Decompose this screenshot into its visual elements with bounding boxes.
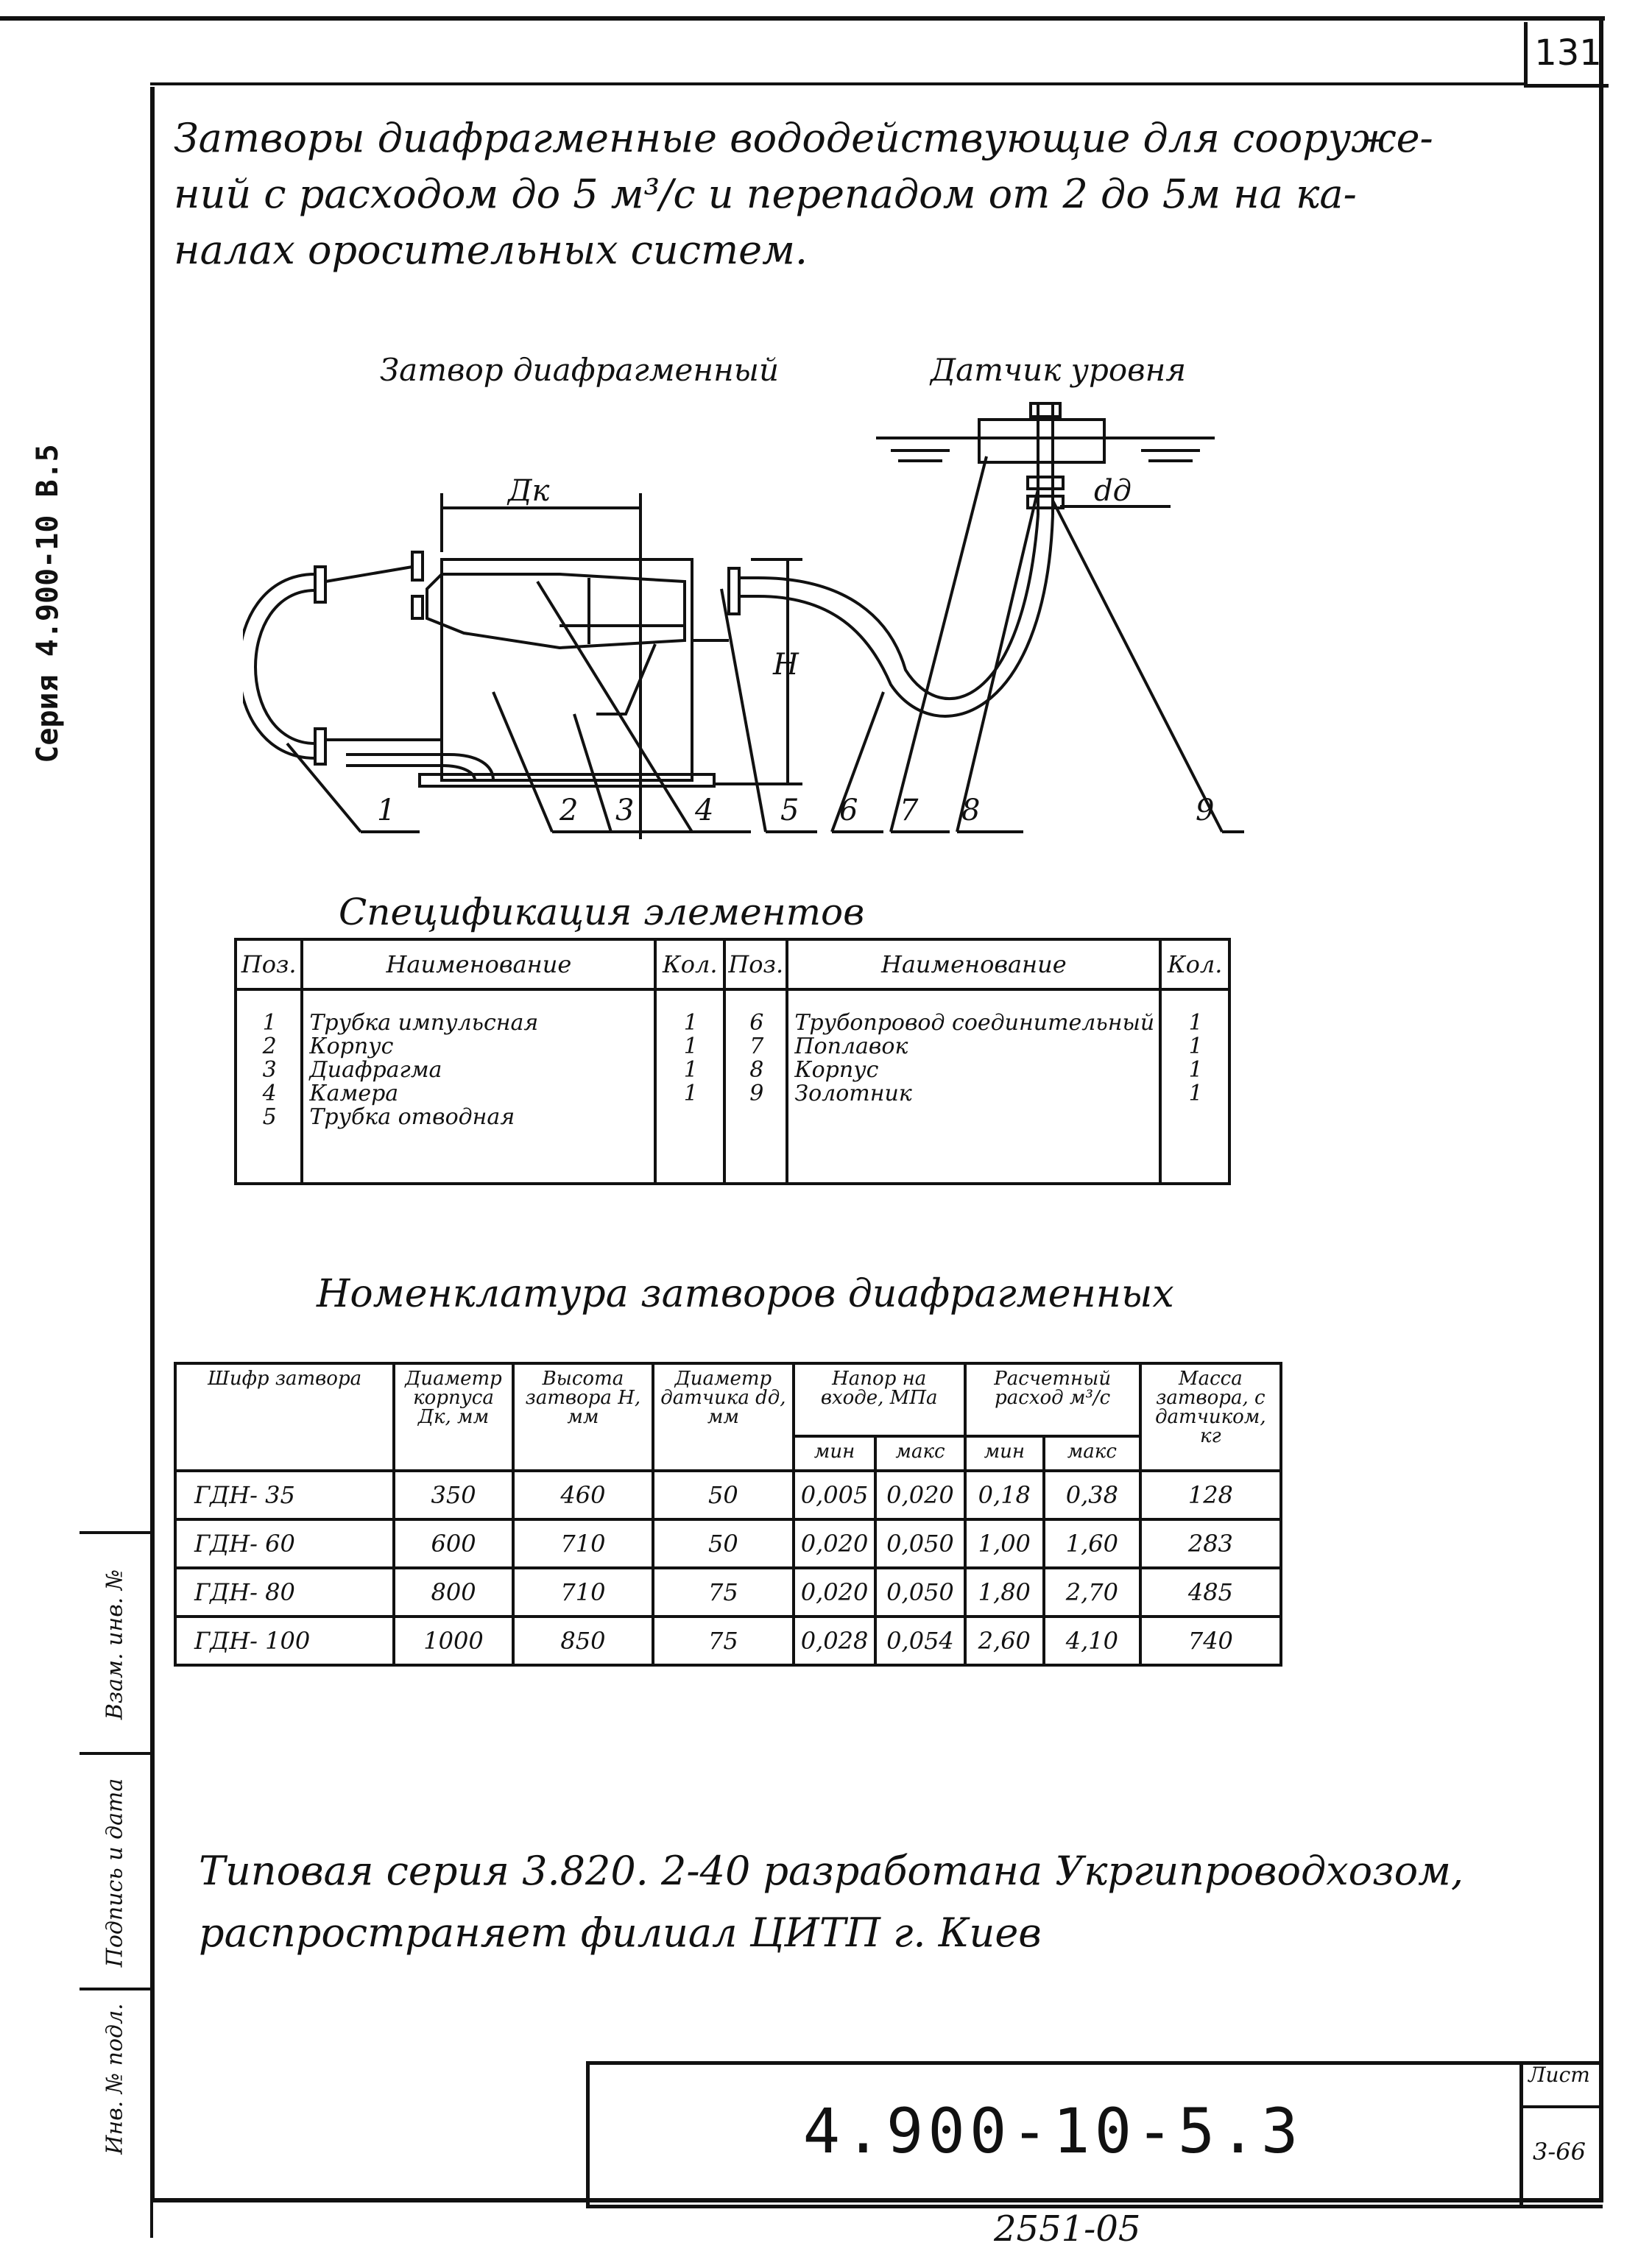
spec-right-names: Трубопровод соединительный Поплавок Корпус Золотник xyxy=(787,989,1160,1184)
nomenclature-table xyxy=(174,1362,1282,1667)
heading-line: Затворы диафрагменные вододействующие для сооруже- xyxy=(174,115,1433,161)
note-line: Типовая серия 3.820. 2-40 разработана Укргипроводхозом, xyxy=(199,1848,1464,1894)
spec-body-row xyxy=(236,989,1229,1184)
frame-top xyxy=(0,16,1605,21)
spec-header-name-2: Наименование xyxy=(787,939,1160,989)
nom-header-head: Напор на входе, МПа xyxy=(794,1363,965,1436)
series-label: Серия 4.900-10 В.5 xyxy=(31,444,65,763)
publication-note xyxy=(199,1840,1598,1964)
side-stamp-inv-no: Инв. № подл. xyxy=(80,1988,150,2167)
caption-gate: Затвор диафрагменный xyxy=(380,352,780,388)
callout-7: 7 xyxy=(900,794,919,827)
spec-left-pos: 1 2 3 4 5 xyxy=(236,989,302,1184)
spec-header-pos-2: Поз. xyxy=(724,939,787,989)
table-row: ГДН- 35 350 460 50 0,005 0,020 0,18 0,38 128 xyxy=(175,1471,1281,1519)
spec-header-qty-2: Кол. xyxy=(1160,939,1229,989)
table-row: ГДН- 80 800 710 75 0,020 0,050 1,80 2,70 485 xyxy=(175,1568,1281,1617)
callout-3: 3 xyxy=(615,794,635,827)
page-heading xyxy=(174,110,1595,278)
dim-h-label: Н xyxy=(773,648,799,682)
sheet-value: 3-66 xyxy=(1519,2105,1599,2166)
spec-header-row xyxy=(236,939,1229,989)
nom-header-flow: Расчетный расход м³/с xyxy=(965,1363,1140,1436)
spec-left-qty: 1 1 1 1 xyxy=(655,989,724,1184)
archive-number: 2551-05 xyxy=(994,2208,1141,2250)
heading-line: налах оросительных систем. xyxy=(174,227,808,273)
nom-header-head-max: макс xyxy=(875,1436,964,1471)
callout-4: 4 xyxy=(695,794,714,827)
nomenclature-title: Номенклатура затворов диафрагменных xyxy=(317,1272,1174,1316)
caption-sensor: Датчик уровня xyxy=(931,352,1187,388)
dim-dd-label: dд xyxy=(1094,474,1132,508)
sheet-number: 131 xyxy=(1524,22,1609,88)
nom-header-row xyxy=(175,1363,1281,1436)
side-stamp-replace: Взам. инв. № xyxy=(80,1531,150,1755)
spec-header-qty: Кол. xyxy=(655,939,724,989)
callout-9: 9 xyxy=(1196,794,1215,827)
spec-table xyxy=(234,938,1231,1185)
note-line: распространяет филиал ЦИТП г. Киев xyxy=(199,1910,1042,1956)
spec-right-qty: 1 1 1 1 xyxy=(1160,989,1229,1184)
frame-right xyxy=(1599,16,1603,2201)
nom-header-flow-max: макс xyxy=(1044,1436,1140,1471)
nom-header-head-min: мин xyxy=(794,1436,876,1471)
table-row: ГДН- 60 600 710 50 0,020 0,050 1,00 1,60 283 xyxy=(175,1519,1281,1568)
side-stamp-signature: Подпись и дата xyxy=(80,1752,150,1990)
spec-header-name: Наименование xyxy=(302,939,655,989)
side-stamp xyxy=(80,1531,153,2238)
nom-header-flow-min: мин xyxy=(965,1436,1044,1471)
nom-header-sensor-diameter: Диаметр датчика dд, мм xyxy=(653,1363,794,1471)
nom-header-mass: Масса затвора, с датчиком, кг xyxy=(1140,1363,1281,1471)
spec-header-pos: Поз. xyxy=(236,939,302,989)
nom-header-diameter: Диаметр корпуса Дк, мм xyxy=(394,1363,512,1471)
dim-dk-label: Дк xyxy=(508,474,550,508)
spec-left-names: Трубка импульсная Корпус Диафрагма Камера Трубка отводная xyxy=(302,989,655,1184)
table-row: ГДН- 100 1000 850 75 0,028 0,054 2,60 4,10 740 xyxy=(175,1617,1281,1665)
sheet-label: Лист xyxy=(1528,2063,1590,2087)
callout-8: 8 xyxy=(961,794,981,827)
callout-1: 1 xyxy=(377,794,396,827)
heading-line: ний с расходом до 5 м³/с и перепадом от 2 до 5м на ка- xyxy=(174,171,1357,217)
spec-title: Спецификация элементов xyxy=(339,891,865,933)
spec-right-pos: 6 7 8 9 xyxy=(724,989,787,1184)
callout-6: 6 xyxy=(839,794,858,827)
nom-header-cipher: Шифр затвора xyxy=(175,1363,394,1471)
nom-header-height: Высота затвора Н, мм xyxy=(513,1363,653,1471)
frame-top-inner xyxy=(150,82,1525,85)
callout-5: 5 xyxy=(780,794,799,827)
document-code: 4.900-10-5.3 xyxy=(802,2095,1303,2167)
callout-2: 2 xyxy=(560,794,579,827)
